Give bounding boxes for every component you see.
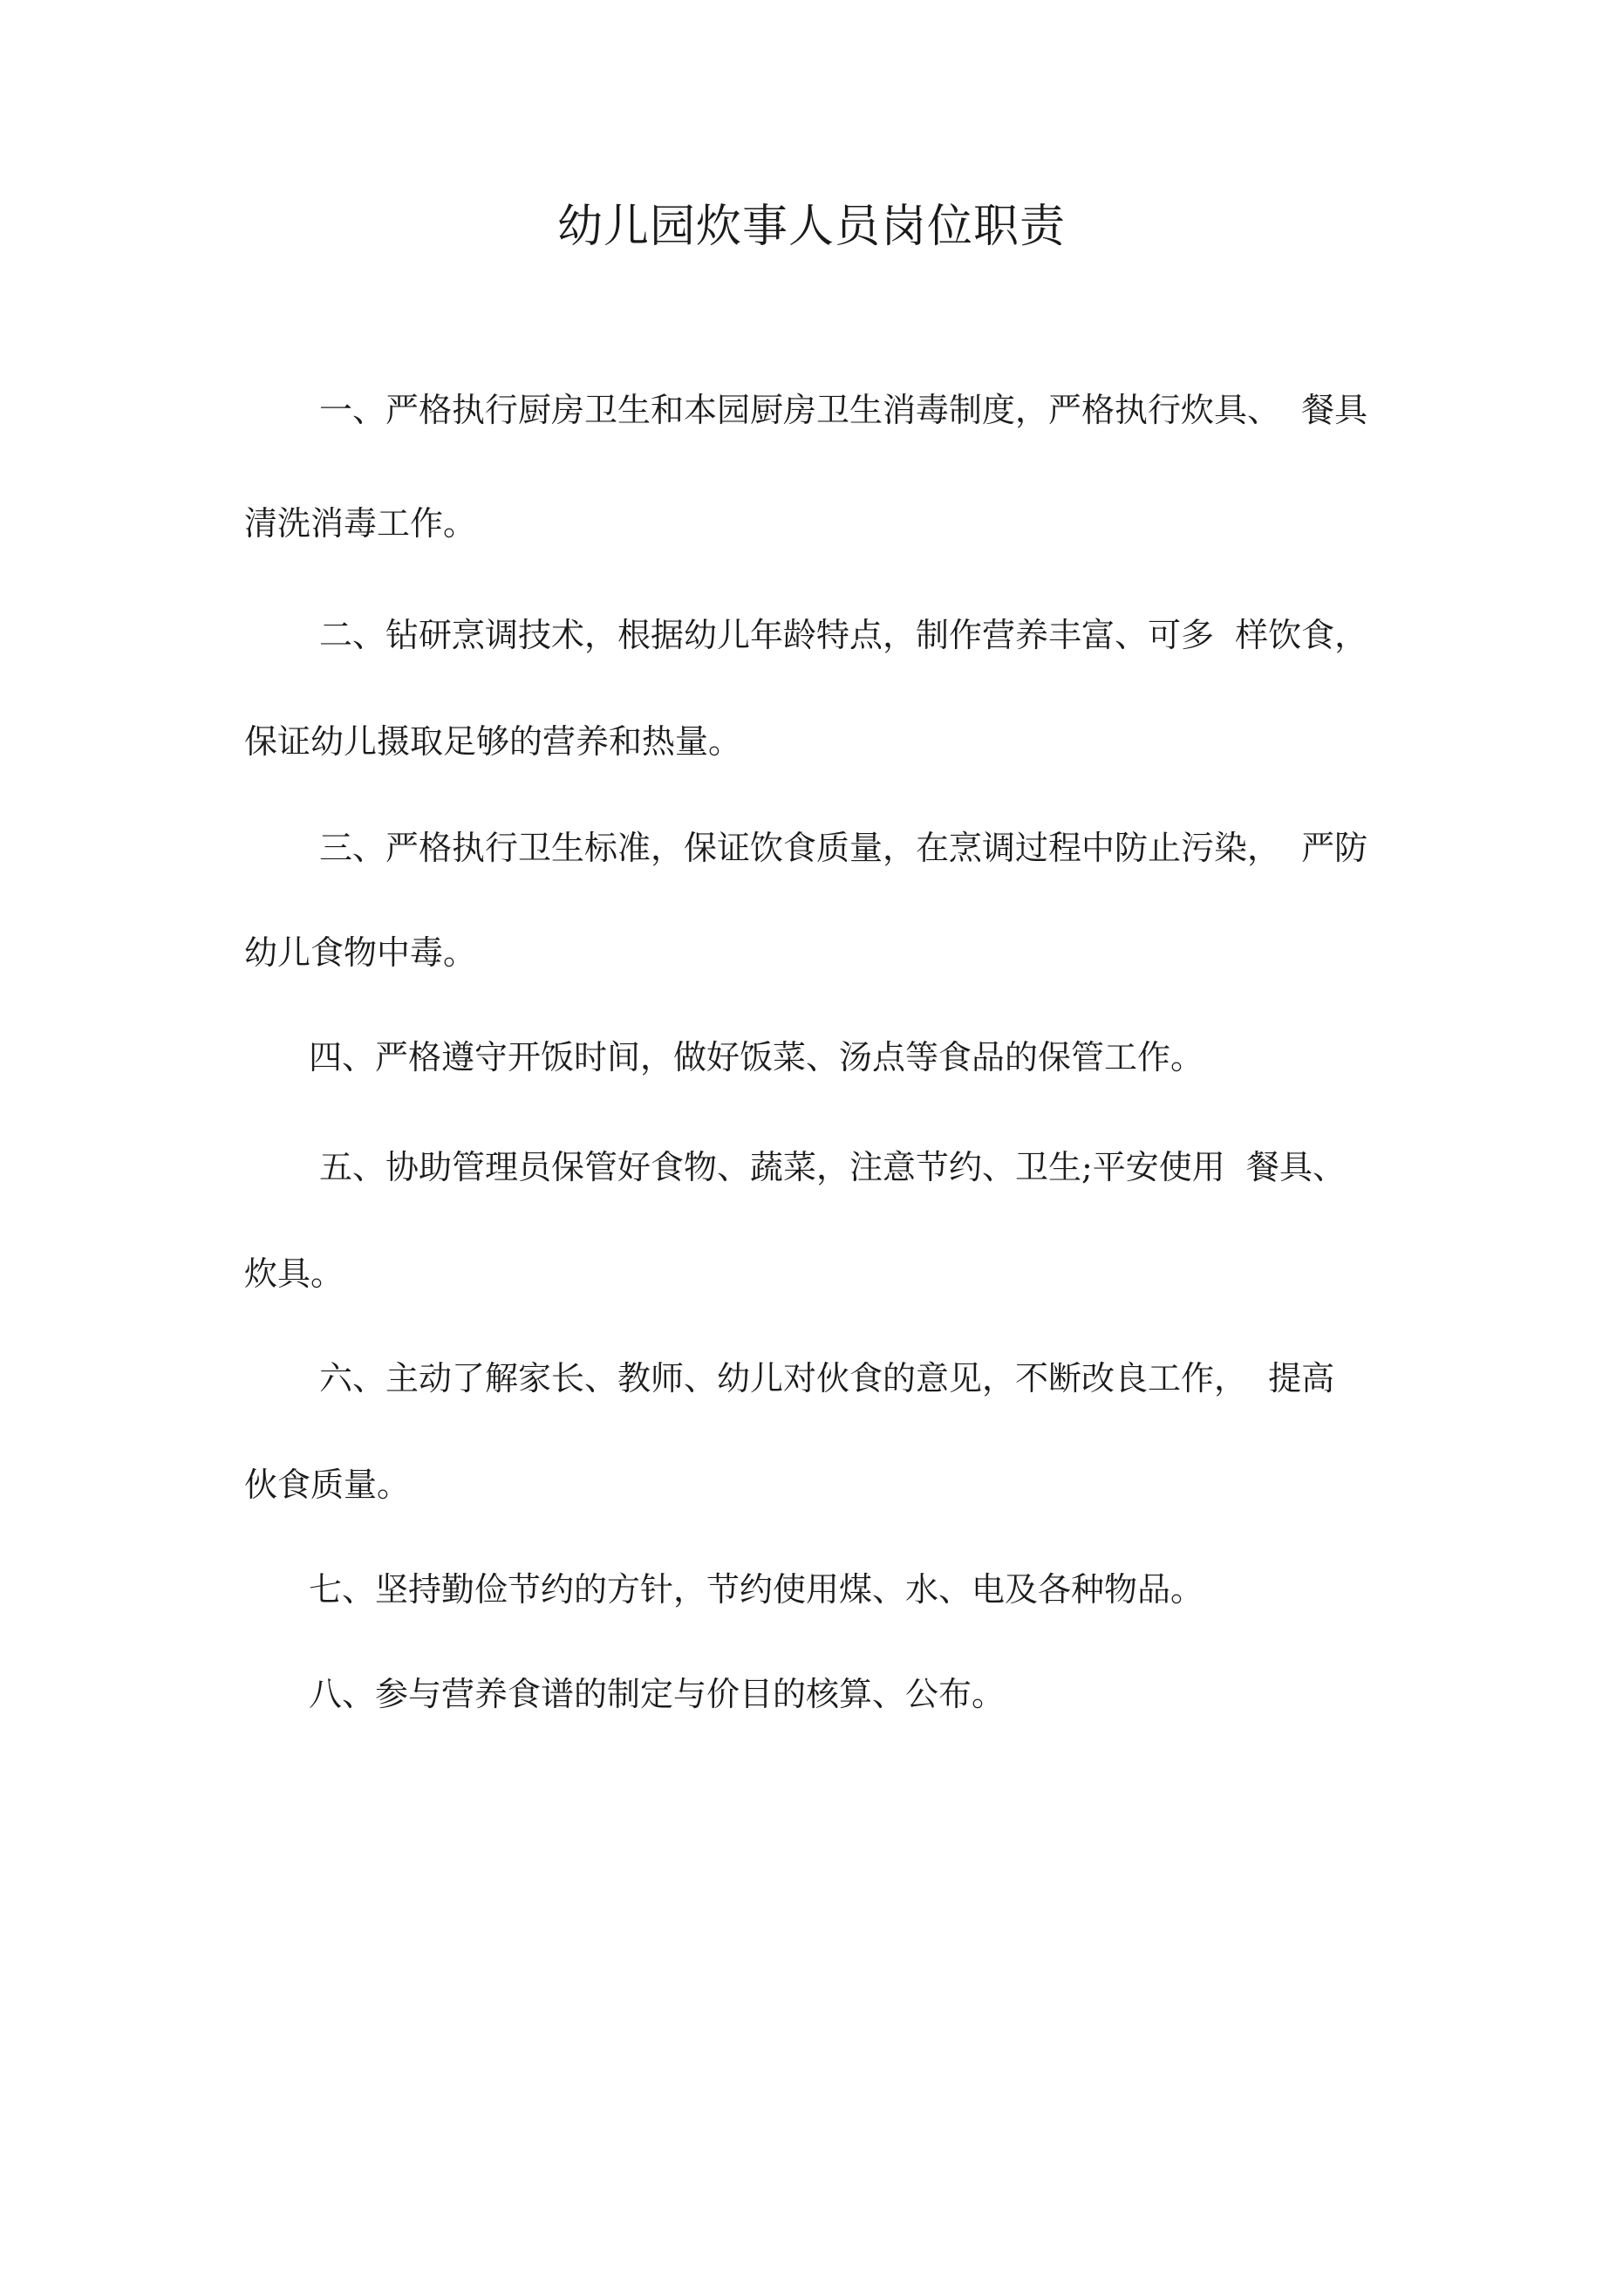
paragraph-6-line-2: 伙食质量。 [244, 1466, 411, 1504]
paragraph-2-line-1: 二、钻研烹调技术，根据幼儿年龄特点，制作营养丰富、可多 样饮食， [319, 616, 1368, 654]
paragraph-6-line-1: 六、主动了解家长、教师、幼儿对伙食的意见，不断改良工作， 提高 [319, 1359, 1335, 1397]
paragraph-5-line-2: 炊具。 [244, 1254, 344, 1293]
paragraph-1-line-1: 一、严格执行厨房卫生和本园厨房卫生消毒制度，严格执行炊具、 餐具 [319, 391, 1368, 429]
paragraph-7: 七、坚持勤俭节约的方针，节约使用煤、水、电及各种物品。 [309, 1570, 1204, 1609]
paragraph-3-line-2: 幼儿食物中毒。 [244, 933, 477, 972]
paragraph-8: 八、参与营养食谱的制定与价目的核算、公布。 [309, 1675, 1006, 1713]
paragraph-2-line-2: 保证幼儿摄取足够的营养和热量。 [244, 722, 742, 761]
paragraph-4: 四、严格遵守开饭时间，做好饭菜、汤点等食品的保管工作。 [309, 1038, 1204, 1076]
paragraph-3-line-1: 三、严格执行卫生标准，保证饮食质量，在烹调过程中防止污染， 严防 [319, 829, 1368, 867]
paragraph-1-line-2: 清洗消毒工作。 [244, 504, 477, 543]
document-title: 幼儿园炊事人员岗位职责 [556, 201, 1066, 253]
paragraph-5-line-1: 五、协助管理员保管好食物、蔬菜，注意节约、卫生;平安使用 餐具、 [319, 1148, 1346, 1186]
